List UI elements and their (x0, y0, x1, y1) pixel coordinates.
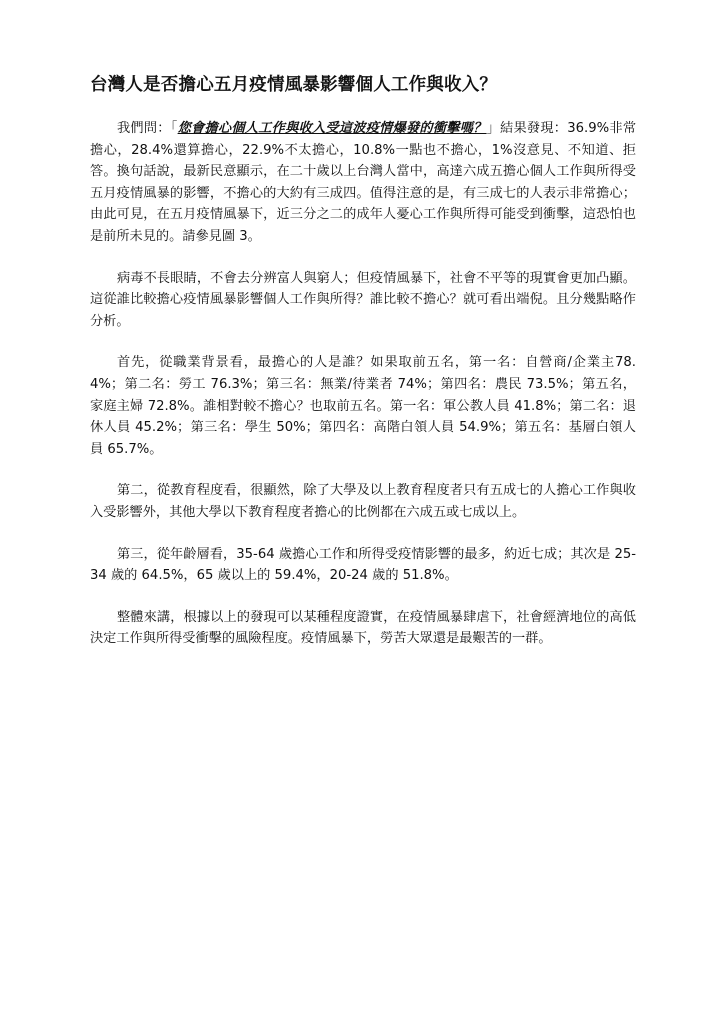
paragraph-education: 第二，從教育程度看，很顯然，除了大學及以上教育程度者只有五成七的人擔心工作與收入受影響外，其他大學以下教育程度者擔心的比例都在六成五或七成以上。 (90, 483, 636, 520)
paragraph-survey-results (90, 118, 636, 248)
paragraph-conclusion: 整體來講，根據以上的發現可以某種程度證實，在疫情風暴肆虐下，社會經濟地位的高低決定工作與所得受衝擊的風險程度。疫情風暴下，勞苦大眾還是最艱苦的一群。 (90, 609, 636, 647)
paragraph-age: 第三，從年齡層看，35-64 歲擔心工作和所得受疫情影響的最多，約近七成；其次是 25-34 歲的 64.5%，65 歲以上的 59.4%，20-24 歲的 51.8%。 (90, 546, 636, 584)
paragraph-inequality: 病毒不長眼睛，不會去分辨富人與窮人；但疫情風暴下，社會不平等的現實會更加凸顯。這從誰比較擔心疫情風暴影響個人工作與所得？誰比較不擔心？就可看出端倪。且分幾點略作分析。 (90, 270, 636, 329)
paragraph-occupation: 首先，從職業背景看，最擔心的人是誰？如果取前五名，第一名：自營商/企業主78.4%；第二名：勞工 76.3%；第三名：無業/待業者 74%；第四名：農民 73.5%；第五名，家庭主婦 72.8%。誰相對較不擔心？也取前五名。第一名：軍公教人員 41.8%；第二名：退休人員 45.2%；第三名：學生 50%；第四名：高階白領人員 54.9%；第五名：基層白領人員 65.7%。 (90, 355, 636, 457)
question-lead: 我們問：「 (117, 121, 178, 136)
document-page (90, 72, 636, 670)
page-title: 台灣人是否擔心五月疫情風暴影響個人工作與收入？ (90, 75, 498, 95)
survey-question: 您會擔心個人工作與收入受這波疫情爆發的衝擊嗎？ (177, 121, 487, 136)
survey-results-text: 」結果發現：36.9%非常擔心，28.4%還算擔心，22.9%不太擔心，10.8%一點也不擔心，1%沒意見、不知道、拒答。換句話說，最新民意顯示，在二十歲以上台灣人當中，高達六成五擔心個人工作與所得受五月疫情風暴的影響，不擔心的大約有三成四。值得注意的是，有三成七的人表示非常擔心；由此可見，在五月疫情風暴下，近三分之二的成年人憂心工作與所得可能受到衝擊，這恐怕也是前所未見的。請參見圖 3。 (90, 121, 637, 244)
